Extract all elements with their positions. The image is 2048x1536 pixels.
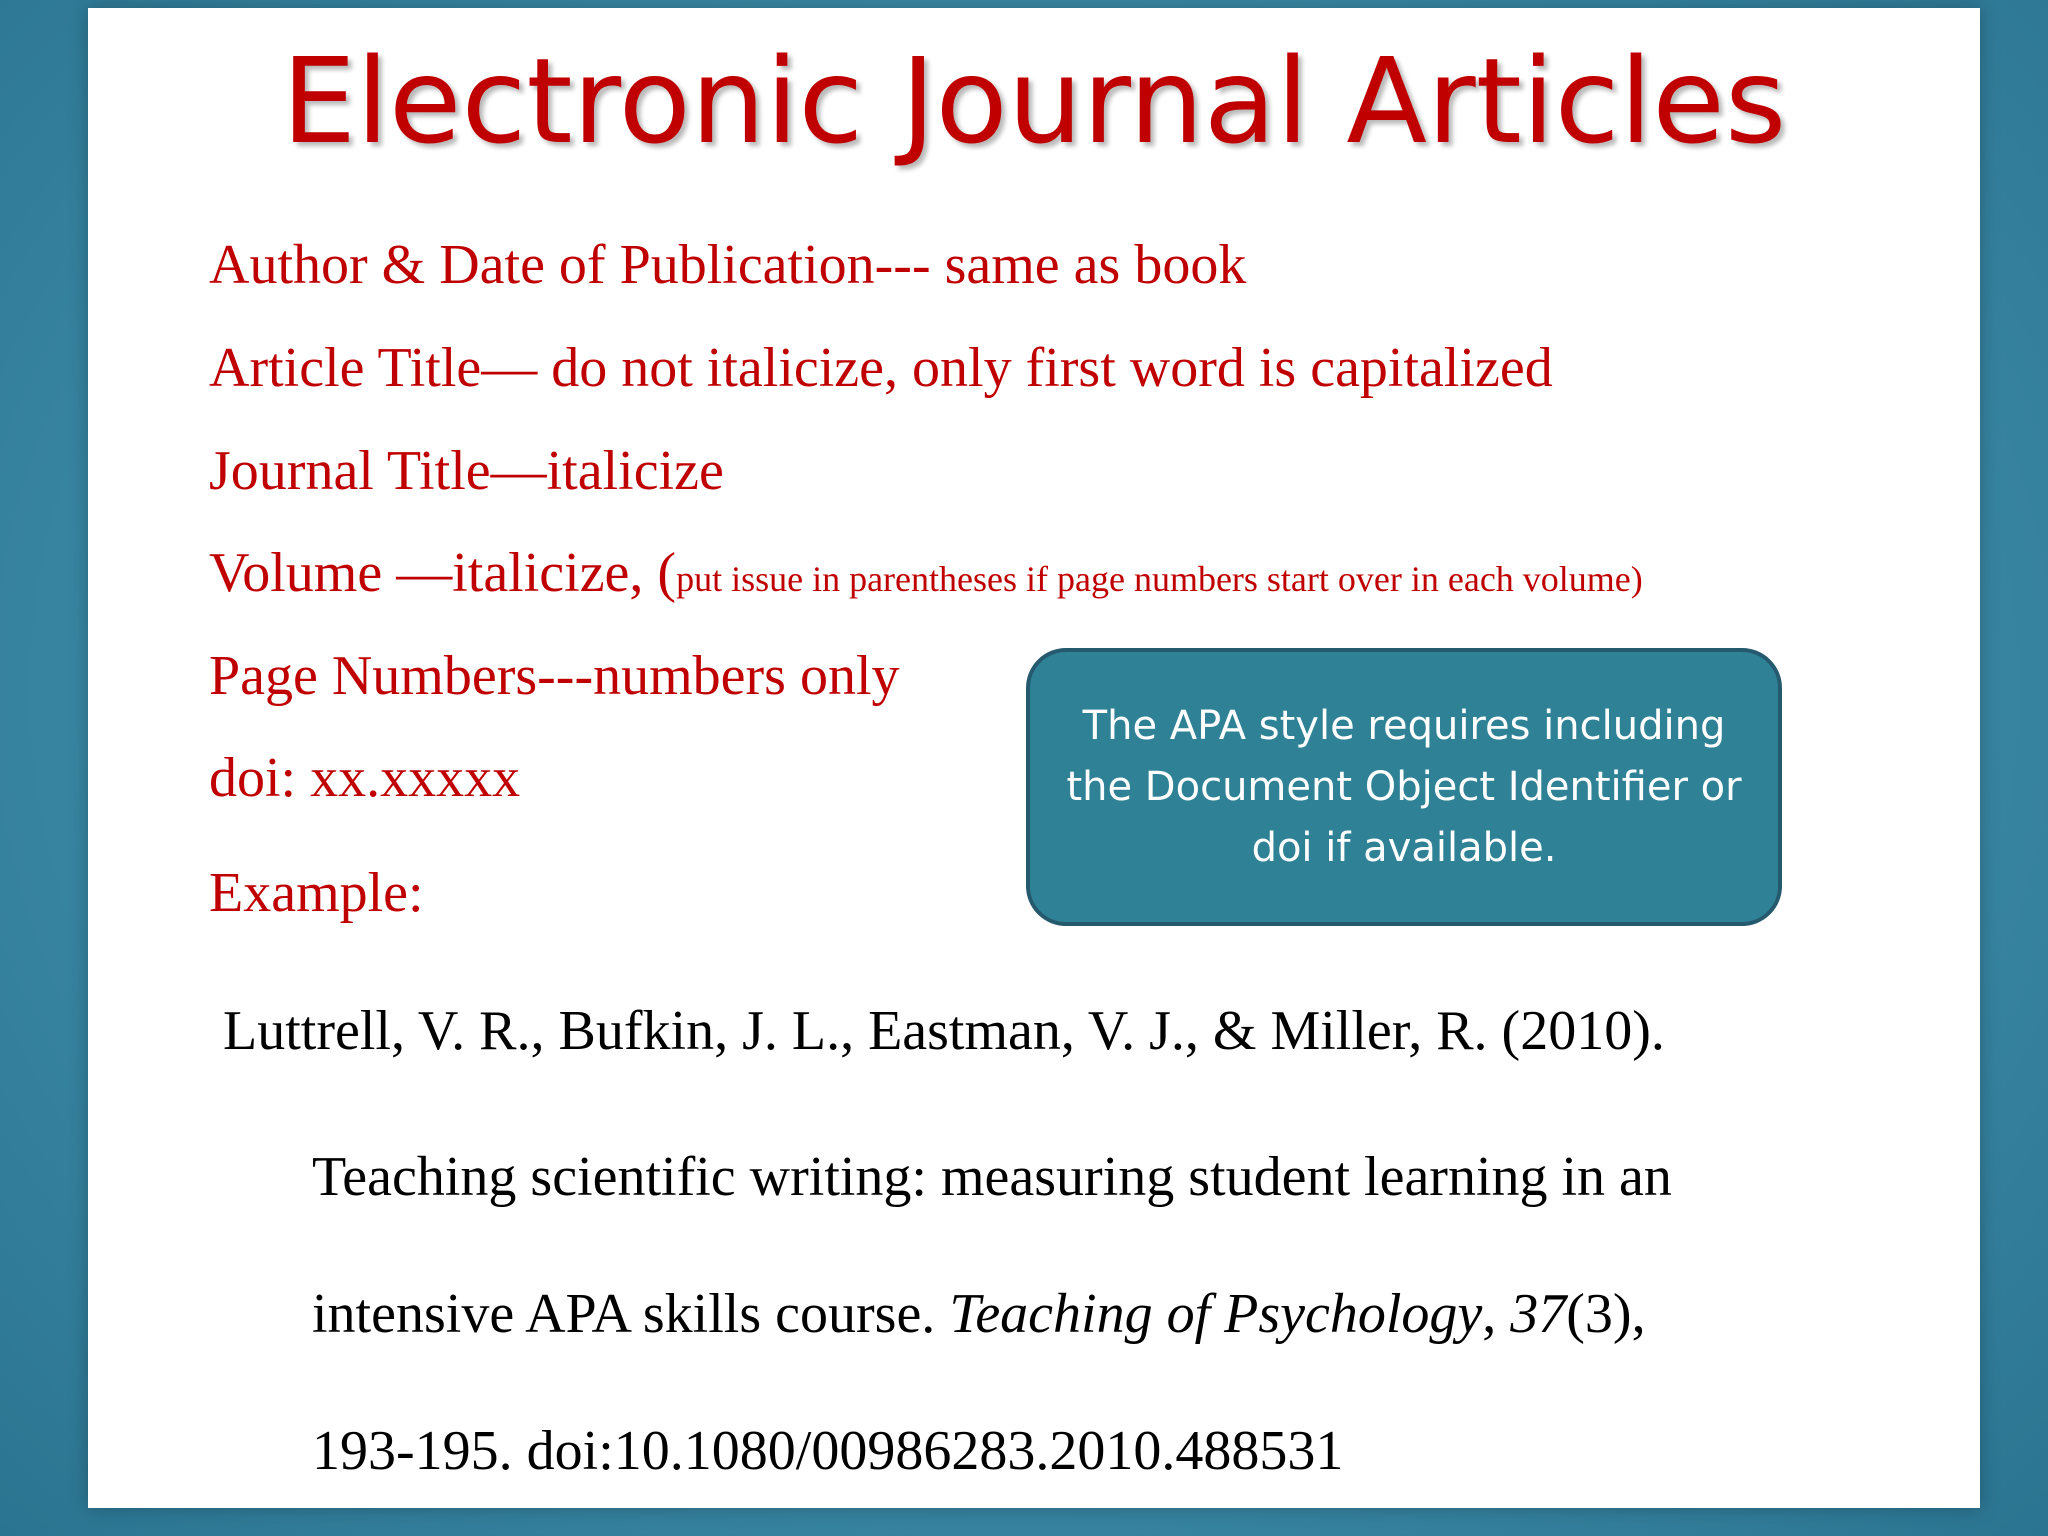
doi-callout-box — [1026, 648, 1782, 926]
rule-text: Volume —italicize, ( — [209, 542, 677, 604]
issue-number: (3), — [1566, 1283, 1646, 1345]
rule-text: Article Title— do not italicize, only first word is capitalized — [209, 337, 1553, 399]
rule-journal-title — [209, 436, 724, 506]
example-reference-line-4: 193-195. doi:10.1080/00986283.2010.488531 — [312, 1420, 1344, 1482]
rule-text: Page Numbers---numbers only — [209, 645, 900, 707]
rule-note: put issue in parentheses if page numbers start over in each volume) — [676, 559, 1643, 599]
rule-article-title — [209, 333, 1553, 403]
volume-number: 37 — [1510, 1283, 1567, 1345]
reference-text: intensive APA skills course. — [312, 1283, 950, 1345]
rule-author-date — [209, 230, 1246, 300]
rule-volume — [209, 538, 1643, 614]
example-reference-line-1: Luttrell, V. R., Bufkin, J. L., Eastman, V. J., & Miller, R. (2010). — [223, 1000, 1665, 1062]
rule-page-numbers — [209, 641, 900, 711]
rule-example-label — [209, 858, 424, 928]
slide-title: Electronic Journal Articles — [281, 32, 1787, 170]
rule-text: Journal Title—italicize — [209, 440, 724, 502]
example-reference-line-3 — [312, 1279, 1646, 1349]
journal-name: Teaching of Psychology — [949, 1283, 1483, 1345]
rule-text: Author & Date of Publication--- same as book — [209, 234, 1247, 296]
slide — [88, 8, 1980, 1508]
rule-doi — [209, 743, 520, 813]
example-reference-line-2: Teaching scientific writing: measuring student learning in an — [312, 1146, 1672, 1208]
rule-text: doi: xx.xxxxx — [209, 747, 521, 809]
reference-comma: , — [1482, 1283, 1511, 1345]
rule-text: Example: — [209, 862, 424, 924]
callout-text: The APA style requires including the Document Object Identifier or doi if available. — [1066, 702, 1742, 871]
